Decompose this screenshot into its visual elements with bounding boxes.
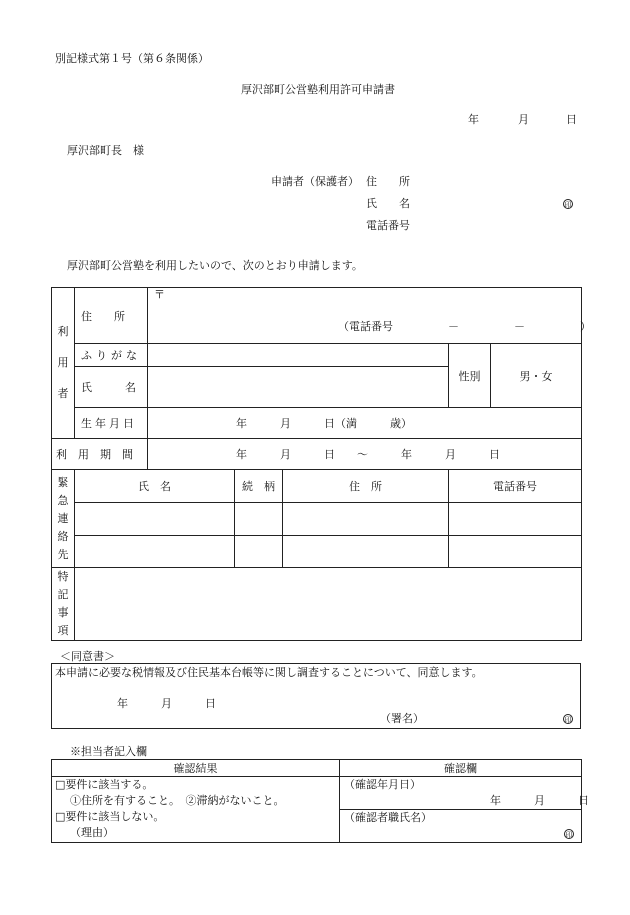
date-month: 月 xyxy=(518,113,529,126)
birthdate-label: 生年月日 xyxy=(75,408,148,439)
consent-text: 本申請に必要な税情報及び住民基本台帳等に関し調査することについて、同意します。 xyxy=(55,666,483,679)
user-address-label: 住 所 xyxy=(75,288,148,344)
confirmation-result-cell xyxy=(52,777,340,843)
emergency-name-2[interactable] xyxy=(75,536,235,568)
intro-text: 厚沢部町公営塾を利用したいので、次のとおり申請します。 xyxy=(67,259,363,272)
meets-checkbox[interactable]: □要件に該当する。 xyxy=(55,778,154,791)
not-meets-checkbox[interactable]: □要件に該当しない。 xyxy=(55,810,165,823)
consent-box xyxy=(51,663,581,729)
emergency-header-phone: 電話番号 xyxy=(449,470,582,503)
consent-date[interactable]: 年 月 日 xyxy=(117,697,216,710)
gender-label: 性別 xyxy=(449,344,491,408)
emergency-phone-2[interactable] xyxy=(449,536,582,568)
application-table xyxy=(51,287,591,641)
remarks-group-label: 特 記 事 項 xyxy=(52,568,75,641)
staff-heading: ※担当者記入欄 xyxy=(70,745,147,758)
applicant-address-label: 住 所 xyxy=(366,175,410,188)
remarks-field[interactable] xyxy=(75,568,582,641)
emergency-relation-1[interactable] xyxy=(235,503,283,536)
addressee: 厚沢部町長 様 xyxy=(67,144,144,157)
confirmer-label: （確認者職氏名） xyxy=(344,811,432,824)
date-day: 日 xyxy=(566,113,577,126)
applicant-label: 申請者（保護者） xyxy=(271,175,359,188)
confirm-date-label: （確認年月日） xyxy=(344,778,421,791)
consent-signature-label: （署名） xyxy=(380,712,424,725)
confirmation-cell xyxy=(340,777,589,843)
user-phone-paren: （電話番号 － － ） xyxy=(338,320,591,333)
user-group-label: 利 用 者 xyxy=(52,288,75,439)
emergency-relation-2[interactable] xyxy=(235,536,283,568)
emergency-header-address: 住 所 xyxy=(283,470,449,503)
period-label: 利 用 期 間 xyxy=(52,439,148,470)
furigana-label: ふりがな xyxy=(75,344,148,367)
confirmer-seal: 印 xyxy=(565,831,573,839)
applicant-seal: 印 xyxy=(564,201,572,209)
emergency-address-1[interactable] xyxy=(283,503,449,536)
emergency-header-name: 氏 名 xyxy=(75,470,235,503)
furigana-field[interactable] xyxy=(148,344,449,367)
user-name-field[interactable] xyxy=(148,367,449,408)
period-field[interactable]: 年 月 日 ～ 年 月 日 xyxy=(148,439,582,470)
user-name-label: 氏 名 xyxy=(75,367,148,408)
emergency-header-relation: 続 柄 xyxy=(235,470,283,503)
birthdate-field[interactable]: 年 月 日（満 歳） xyxy=(148,408,582,439)
gender-field[interactable]: 男・女 xyxy=(491,344,582,408)
date-year: 年 xyxy=(468,113,479,126)
staff-col2-header: 確認欄 xyxy=(340,760,582,777)
consent-heading: ＜同意書＞ xyxy=(60,650,115,663)
staff-table xyxy=(51,759,589,843)
conditions-text: ①住所を有すること。 ②滞納がないこと。 xyxy=(70,794,285,807)
confirm-date[interactable]: 年 月 日 xyxy=(490,794,589,807)
consent-seal: 印 xyxy=(564,716,572,724)
form-number: 別記様式第１号（第６条関係） xyxy=(55,52,209,65)
user-address-field[interactable] xyxy=(148,288,591,344)
emergency-name-1[interactable] xyxy=(75,503,235,536)
applicant-phone-label: 電話番号 xyxy=(366,219,410,232)
applicant-name-label: 氏 名 xyxy=(366,197,410,210)
emergency-phone-1[interactable] xyxy=(449,503,582,536)
staff-col1-header: 確認結果 xyxy=(52,760,340,777)
postal-mark: 〒 xyxy=(154,288,165,301)
emergency-group-label: 緊 急 連 絡 先 xyxy=(52,470,75,568)
emergency-address-2[interactable] xyxy=(283,536,449,568)
form-title: 厚沢部町公営塾利用許可申請書 xyxy=(241,83,395,96)
reason-label: （理由） xyxy=(70,826,114,839)
